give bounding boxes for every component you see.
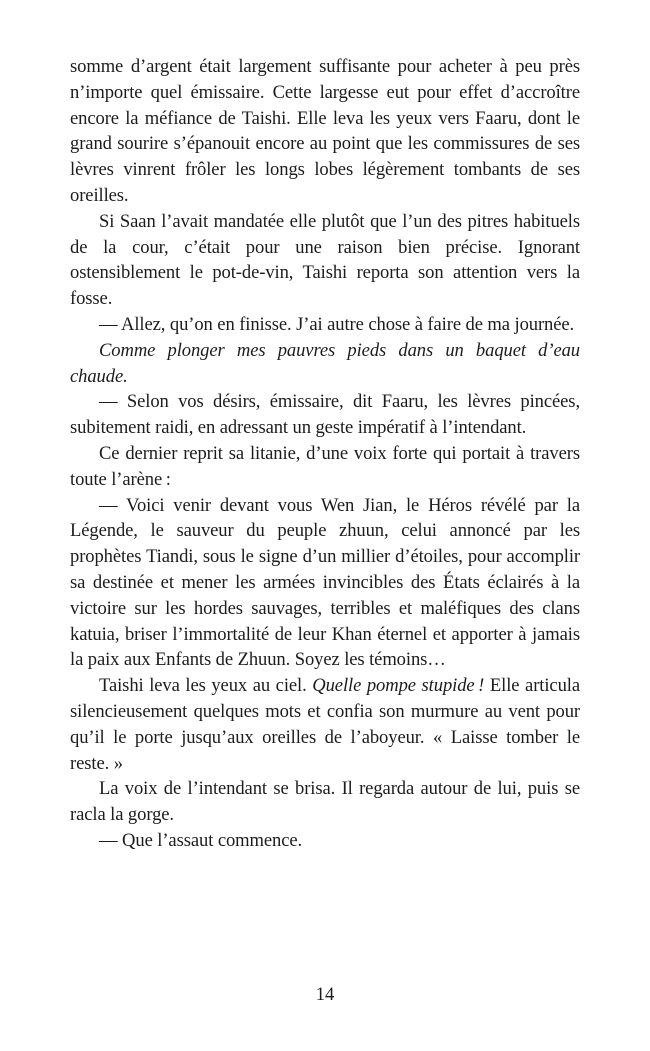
paragraph-5-dialogue xyxy=(70,389,580,441)
text-run: Taishi leva les yeux au ciel. xyxy=(99,675,313,697)
paragraph-4-inner-thought xyxy=(70,338,580,390)
text-run-italic: Comme plonger mes pauvres pieds dans un baquet d’eau chaude. xyxy=(70,339,580,387)
paragraph-7-dialogue xyxy=(70,493,580,674)
page-text xyxy=(70,54,580,854)
paragraph-8 xyxy=(70,673,580,776)
text-run: Ce dernier reprit sa litanie, d’une voix forte qui portait à travers toute l’arène : xyxy=(70,442,580,490)
paragraph-10-dialogue xyxy=(70,828,580,854)
text-run: La voix de l’intendant se brisa. Il regarda autour de lui, puis se racla la gorge. xyxy=(70,778,580,826)
paragraph-6 xyxy=(70,441,580,493)
paragraph-9 xyxy=(70,776,580,828)
text-run: Elle articula silencieusement quelques mots et confia son murmure au vent pour qu’il le porte jusqu’aux oreilles de l’aboyeur. « Laisse tomber le reste. » xyxy=(70,675,581,774)
text-run: somme d’argent était largement suffisante pour acheter à peu près n’importe quel émissaire. Cette largesse eut pour effet d’accroître encore la méfiance de Taishi. Elle leva les yeux vers Faaru, dont le grand sourire s’épanouit encore au point que les commissures de ses lèvres vinrent frôler les longs lobes légèrement tombants de ses oreilles. xyxy=(70,56,580,206)
text-run: — Selon vos désirs, émissaire, dit Faaru, les lèvres pincées, subitement raidi, en adressant un geste impératif à l’intendant. xyxy=(70,391,580,439)
text-run-italic: Quelle pompe stupide ! xyxy=(312,675,485,697)
paragraph-2 xyxy=(70,209,580,312)
paragraph-3-dialogue xyxy=(70,312,580,338)
text-run: — Allez, qu’on en finisse. J’ai autre chose à faire de ma journée. xyxy=(99,313,575,335)
text-run: Si Saan l’avait mandatée elle plutôt que l’un des pitres habituels de la cour, c’était pour une raison bien précise. Ignorant ostensiblement le pot-de-vin, Taishi reporta son attention vers la fosse. xyxy=(70,210,580,310)
page-number: 14 xyxy=(315,985,335,1005)
text-run: — Que l’assaut commence. xyxy=(99,829,303,851)
paragraph-1 xyxy=(70,54,580,209)
text-run: — Voici venir devant vous Wen Jian, le Héros révélé par la Légende, le sauveur du peuple zhuun, celui annoncé par les prophètes Tiandi, sous le signe d’un millier d’étoiles, pour accomplir sa destinée et mener les armées invincibles des États éclairés à la victoire sur les hordes sauvages, terribles et maléfiques des clans katuia, briser l’immortalité de leur Khan éternel et apporter à jamais la paix aux Enfants de Zhuun. Soyez les témoins… xyxy=(70,494,580,671)
